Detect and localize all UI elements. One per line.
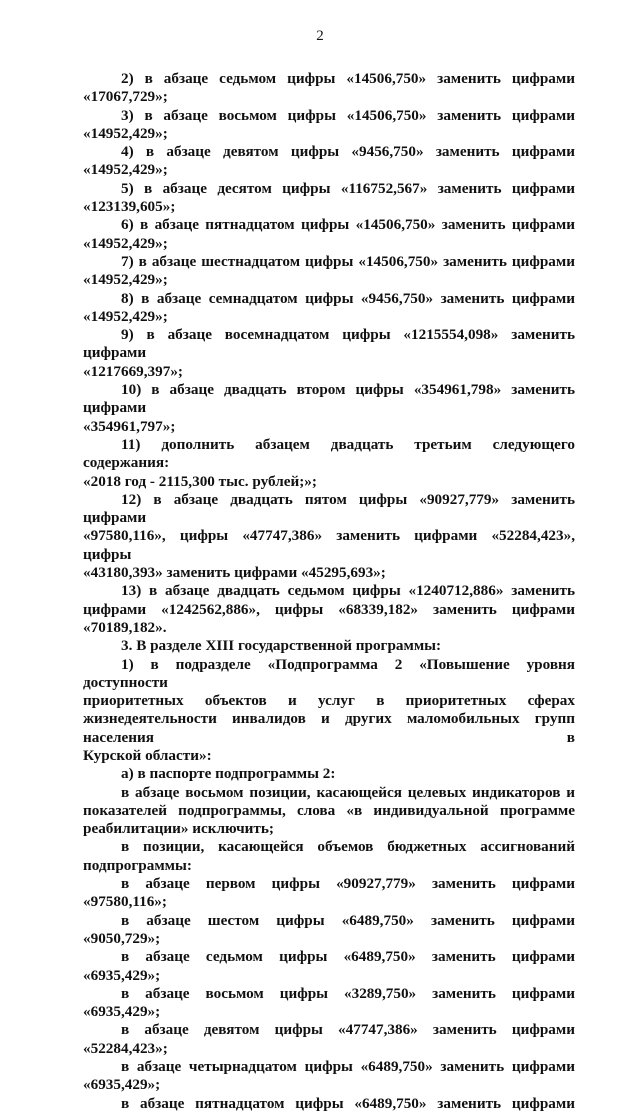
text-line: 1) в подразделе «Подпрограмма 2 «Повышение уровня доступности <box>83 655 575 691</box>
text-line: 7) в абзаце шестнадцатом цифры «14506,750» заменить цифрами <box>121 252 575 270</box>
text-line: в абзаце девятом цифры «47747,386» заменить цифрами «52284,423»; <box>83 1021 575 1057</box>
text-line: «354961,797»; <box>83 417 176 435</box>
text-line: «123139,605»; <box>83 198 176 216</box>
text-line: в абзаце первом цифры «90927,779» заменить цифрами «97580,116»; <box>83 875 575 911</box>
text-line: жизнедеятельности инвалидов и других маломобильных групп населения в <box>83 710 575 746</box>
text-line: «6935,429»; <box>83 1076 161 1094</box>
text-line: «97580,116», цифры «47747,386» заменить цифрами «52284,423», цифры <box>83 527 575 563</box>
text-line: в абзаце пятнадцатом цифры «6489,750» заменить цифрами <box>121 1094 575 1112</box>
text-line: приоритетных объектов и услуг в приоритетных сферах <box>83 692 575 710</box>
text-line: 2) в абзаце седьмом цифры «14506,750» заменить цифрами <box>121 70 575 87</box>
text-line: 6) в абзаце пятнадцатом цифры «14506,750» заменить цифрами <box>121 216 575 234</box>
text-line: 9) в абзаце восемнадцатом цифры «1215554,098» заменить цифрами <box>83 326 575 362</box>
text-line: в абзаце четырнадцатом цифры «6489,750» заменить цифрами <box>121 1058 575 1076</box>
text-line: цифрами «1242562,886», цифры «68339,182» заменить цифрами <box>83 600 575 618</box>
text-line: в абзаце восьмом цифры «3289,750» заменить цифрами «6935,429»; <box>83 984 575 1021</box>
text-line: «14952,429»; <box>83 161 168 179</box>
text-line: 10) в абзаце двадцать втором цифры «354961,798» заменить цифрами <box>83 381 575 417</box>
text-line: «70189,182». <box>83 618 167 636</box>
text-line: подпрограммы: <box>83 856 192 874</box>
text-line: а) в паспорте подпрограммы 2: <box>121 765 336 783</box>
text-line: «43180,393» заменить цифрами «45295,693»; <box>83 564 386 582</box>
text-line: «2018 год - 2115,300 тыс. рублей;»; <box>83 472 317 490</box>
document-body <box>83 70 575 1113</box>
text-line: «14952,429»; <box>83 271 168 289</box>
text-line: в абзаце восьмом позиции, касающейся целевых индикаторов и <box>121 783 575 801</box>
text-line: «14952,429»; <box>83 307 168 325</box>
text-line: 11) дополнить абзацем двадцать третьим следующего содержания: <box>83 435 575 472</box>
text-line: реабилитации» исключить; <box>83 820 274 838</box>
text-line: 5) в абзаце десятом цифры «116752,567» заменить цифрами <box>121 179 575 197</box>
text-line: 8) в абзаце семнадцатом цифры «9456,750» заменить цифрами <box>121 289 575 307</box>
text-line: 12) в абзаце двадцать пятом цифры «90927,779» заменить цифрами <box>83 490 575 527</box>
text-line: 4) в абзаце девятом цифры «9456,750» заменить цифрами <box>121 143 575 161</box>
text-line: «17067,729»; <box>83 88 168 106</box>
text-line: Курской области»: <box>83 746 212 764</box>
text-line: в абзаце шестом цифры «6489,750» заменить цифрами «9050,729»; <box>83 911 575 947</box>
page-number: 2 <box>316 28 324 44</box>
text-line: в абзаце седьмом цифры «6489,750» заменить цифрами «6935,429»; <box>83 948 575 984</box>
text-line: 3) в абзаце восьмом цифры «14506,750» заменить цифрами <box>121 106 575 124</box>
text-line: 3. В разделе XIII государственной программы: <box>121 637 442 655</box>
text-line: 13) в абзаце двадцать седьмом цифры «1240712,886» заменить <box>121 582 575 600</box>
text-line: показателей подпрограммы, слова «в индивидуальной программе <box>83 801 575 819</box>
text-line: «14952,429»; <box>83 124 168 142</box>
text-line: в позиции, касающейся объемов бюджетных ассигнований <box>121 838 575 856</box>
text-line: «14952,429»; <box>83 234 168 252</box>
text-line: «1217669,397»; <box>83 362 183 380</box>
